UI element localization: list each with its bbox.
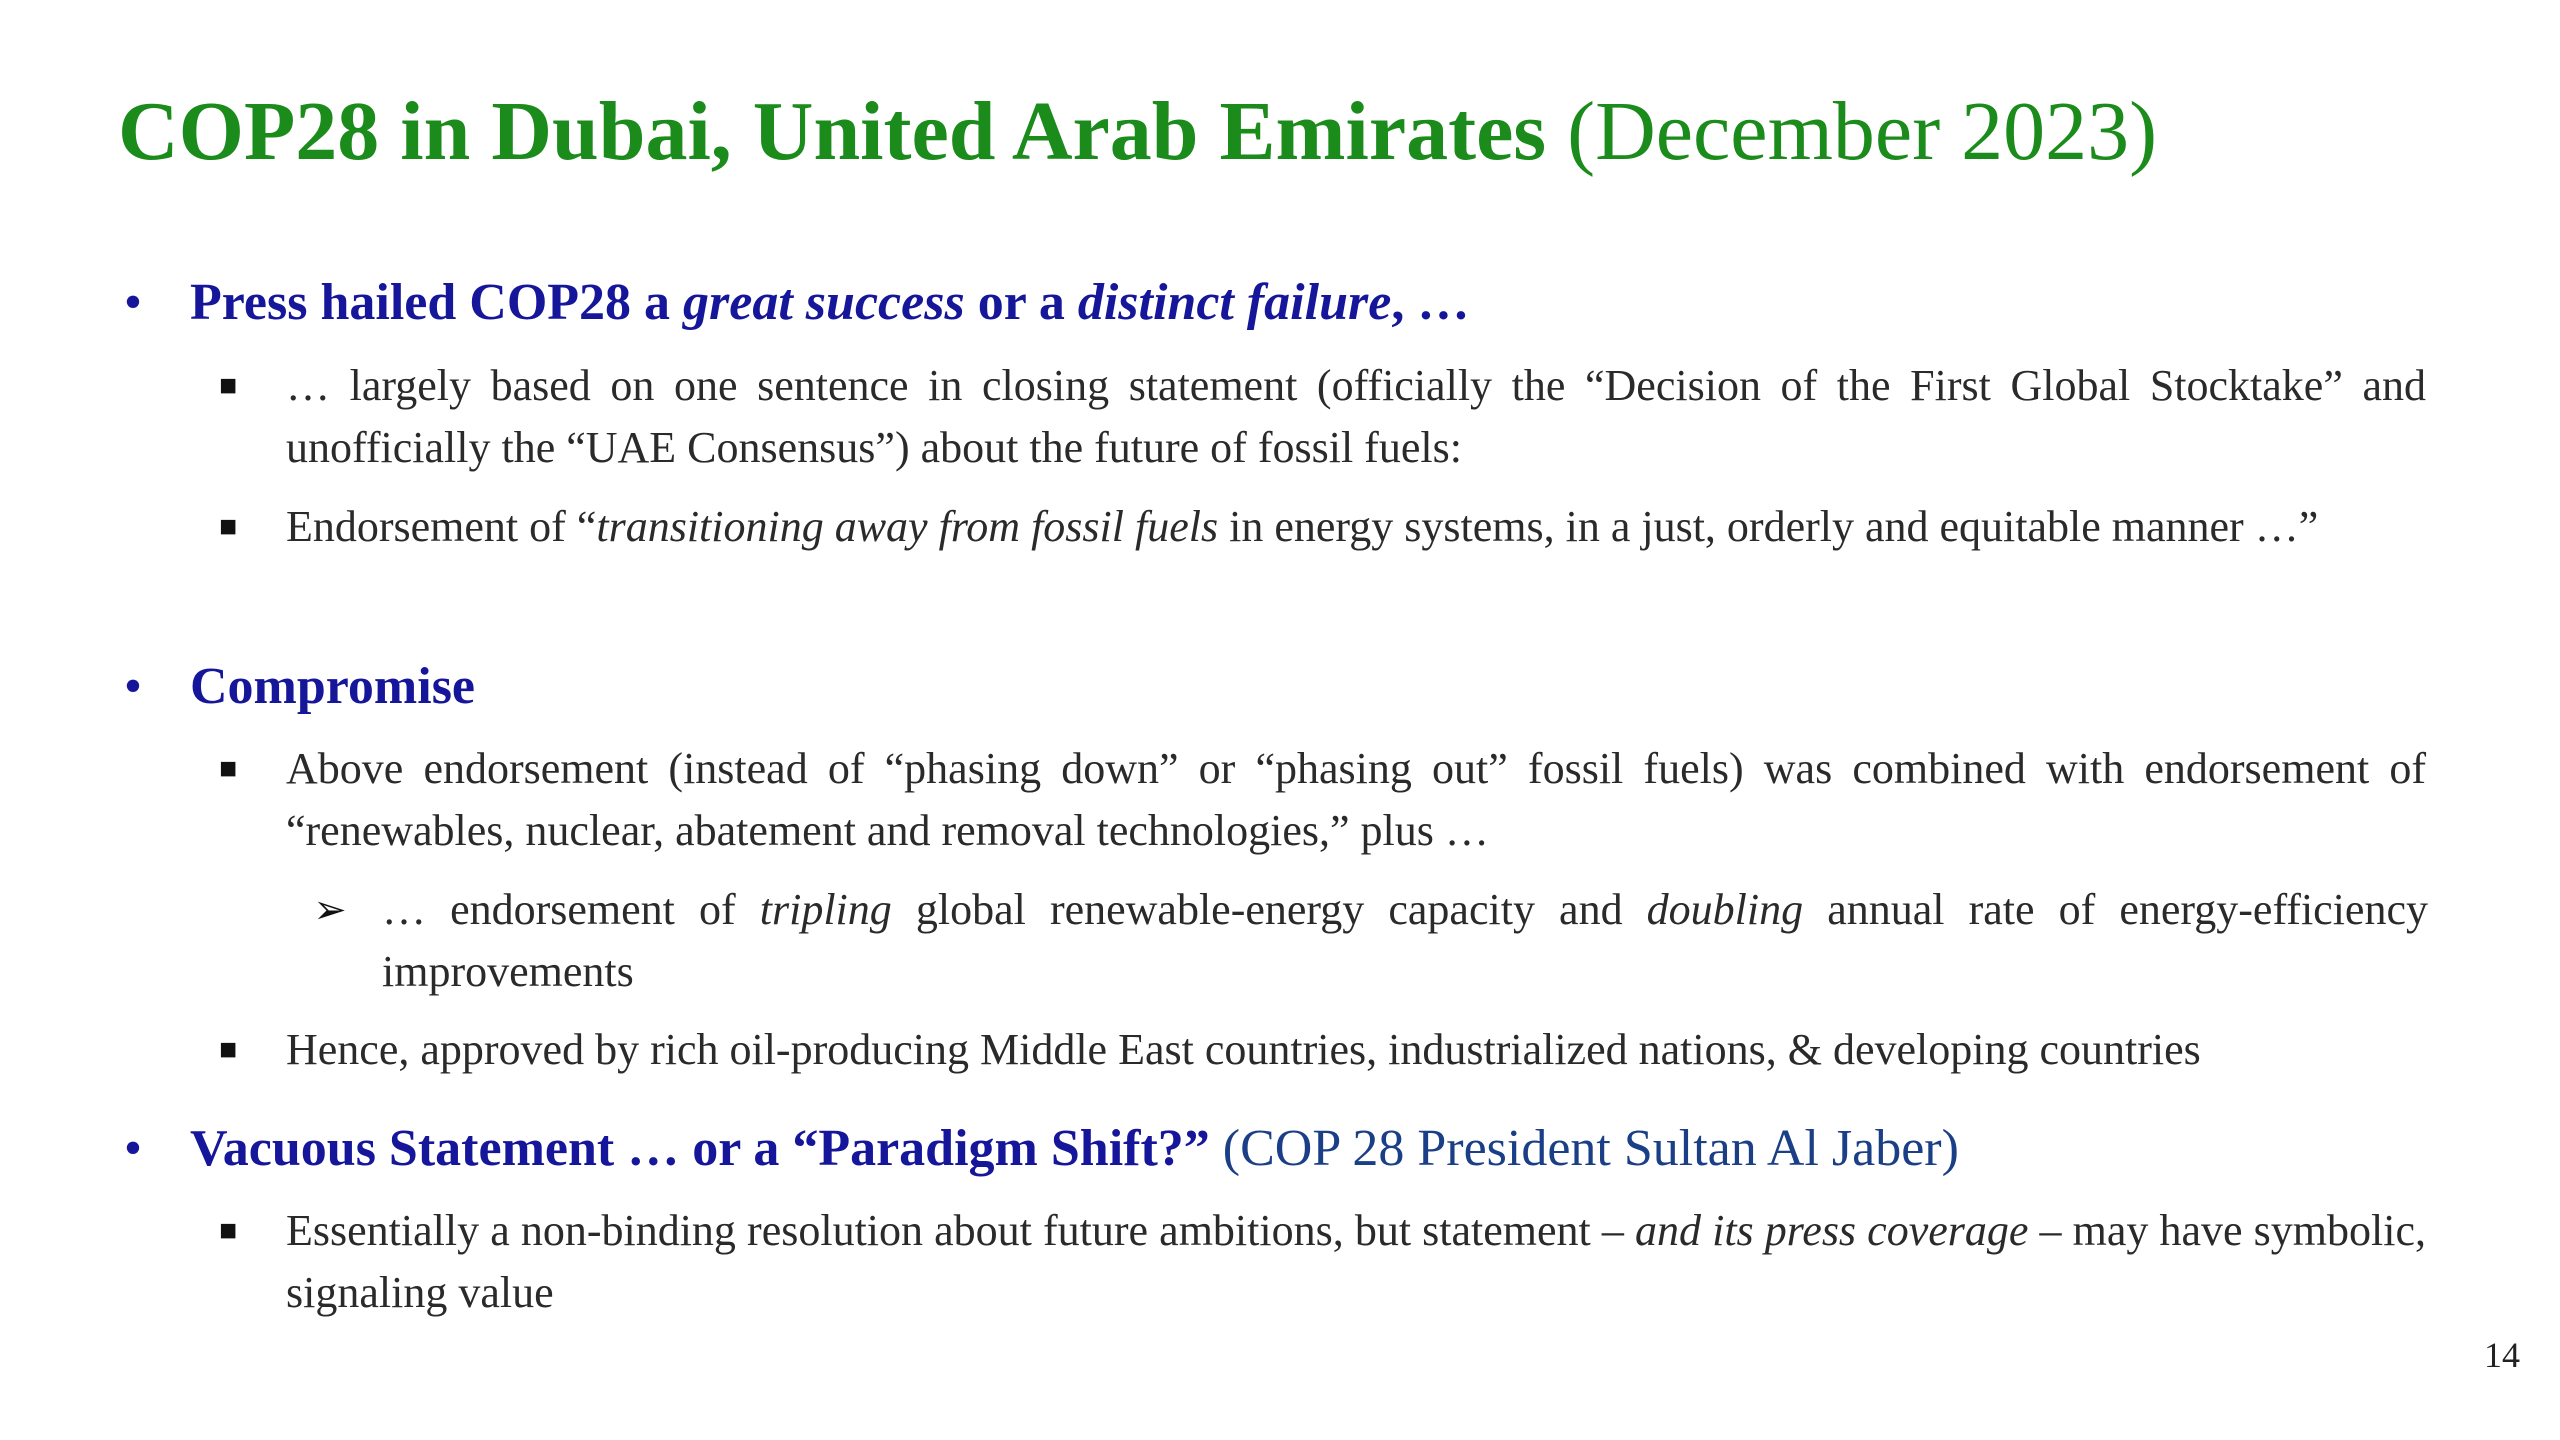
page-number: 14: [2484, 1335, 2520, 1375]
text-run: Press hailed COP28 a: [190, 274, 684, 331]
text-run-italic: tripling: [759, 885, 892, 934]
text-run-italic: great success: [683, 274, 965, 331]
attribution: (COP 28 President Sultan Al Jaber): [1209, 1120, 1959, 1177]
text-run: Endorsement of “: [286, 502, 597, 551]
square-bullet-icon: ■: [218, 510, 238, 543]
sub-bullet-text: Hence, approved by rich oil-producing Middle East countries, industrialized nations, & developing countries: [286, 1025, 2201, 1074]
bullet-text: [190, 1118, 1959, 1180]
sub-bullet-text: … largely based on one sentence in closing statement (officially the “Decision of the First Global Stocktake” and unofficially the “UAE Consensus”) about the future of fossil fuels:: [286, 361, 2426, 472]
square-bullet-icon: ■: [218, 752, 238, 785]
title-date: (December 2023): [1567, 85, 2158, 178]
text-run: annual rate of energy-efficiency improvements: [382, 885, 2428, 996]
text-run: – may have symbolic, signaling value: [286, 1206, 2427, 1317]
slide-title: [118, 85, 2458, 178]
text-run: or a: [964, 274, 1078, 331]
square-bullet-icon: ■: [218, 1214, 238, 1247]
square-bullet-icon: ■: [218, 1033, 238, 1066]
round-bullet-icon: •: [123, 1120, 143, 1177]
text-run: Essentially a non-binding resolution about future ambitions, but statement –: [286, 1206, 1635, 1255]
text-run-italic: distinct failure: [1077, 274, 1392, 331]
text-run-italic: doubling: [1646, 885, 1804, 934]
text-run: … endorsement of: [382, 885, 760, 934]
round-bullet-icon: •: [123, 274, 143, 331]
text-run-italic: transitioning away from fossil fuels: [596, 502, 1219, 551]
text-run-italic: and its press coverage: [1635, 1206, 2029, 1255]
text-run: , …: [1391, 274, 1470, 331]
round-bullet-icon: •: [123, 658, 143, 715]
text-run: Vacuous Statement … or a “Paradigm Shift?”: [190, 1120, 1210, 1177]
bullet-text: Compromise: [190, 658, 476, 715]
text-run: global renewable-energy capacity and: [891, 885, 1647, 934]
sub-sub-bullet-text: [382, 879, 2428, 1003]
arrow-bullet-icon: ➢: [313, 887, 347, 932]
title-main: COP28 in Dubai, United Arab Emirates: [118, 85, 1547, 178]
sub-bullet-text: [286, 1200, 2426, 1324]
square-bullet-icon: ■: [218, 369, 238, 402]
bullet-text: [190, 272, 1469, 334]
text-run: in energy systems, in a just, orderly and equitable manner …”: [1218, 502, 2319, 551]
sub-bullet-text: [286, 496, 2426, 558]
sub-bullet-text: Above endorsement (instead of “phasing down” or “phasing out” fossil fuels) was combined with endorsement of “renewables, nuclear, abatement and removal technologies,” plus …: [286, 744, 2426, 855]
